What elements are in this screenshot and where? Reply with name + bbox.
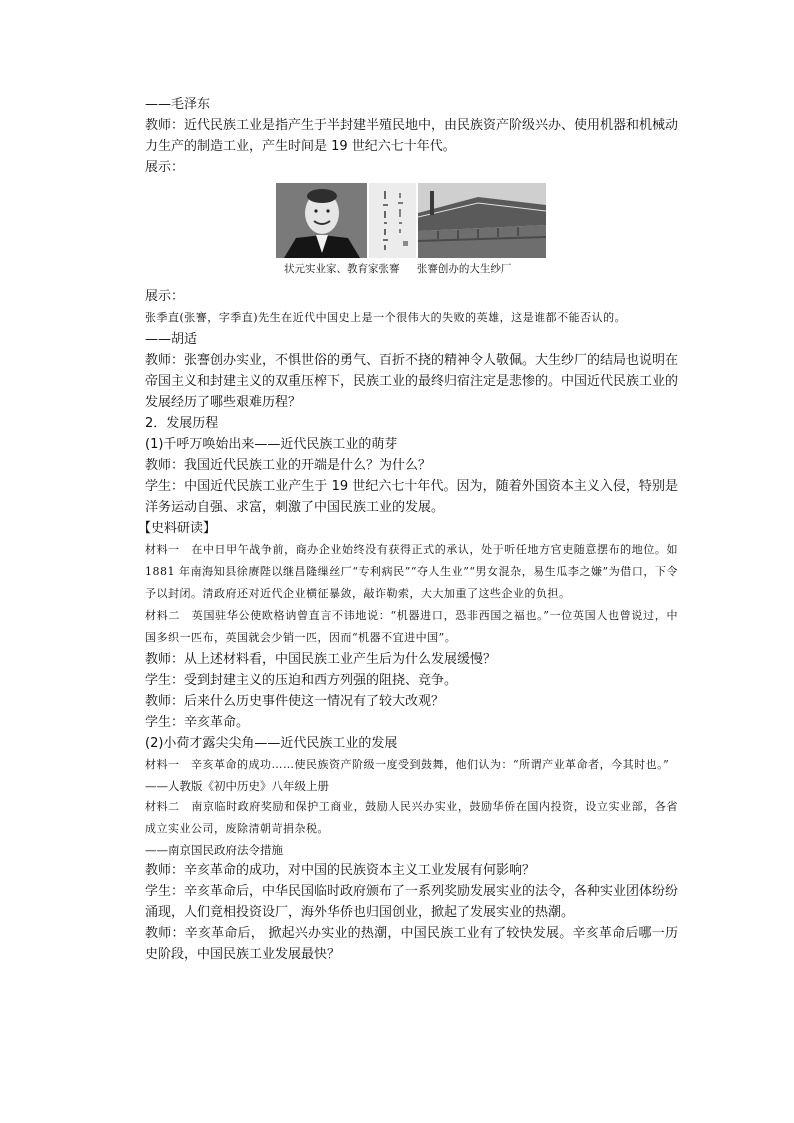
subheading-1: (1)千呼万唤始出来——近代民族工业的萌芽 <box>145 437 398 452</box>
photo-figure <box>276 183 546 277</box>
teacher-definition: 教师：近代民族工业是指产生于半封建半殖民地中，由民族资产阶级兴办、使用机器和机械动力生产的制造工业，产生时间是 19 世纪六七十年代。 <box>145 118 679 154</box>
teacher-question-1: 教师：我国近代民族工业的开端是什么？为什么？ <box>145 458 432 473</box>
material-2: 材料二 英国驻华公使欧格讷曾直言不讳地说：“机器进口，恐非西国之福也。”一位英国人也曾说过，中国多织一匹布，英国就会少销一匹，因而“机器不宜进中国”。 <box>145 609 678 644</box>
material-1: 材料一 在中日甲午战争前，商办企业始终没有获得正式的承认，处于听任地方官吏随意摆布的地位。如 1881 年南海知县徐赓陛以继昌隆缫丝厂“专利病民”“夺人生业”“男女混杂，易生瓜李之嫌”为借口，下令予以封闭。清政府还对近代企业横征暴敛，敲诈勒索，大大加重了这些企业的负担。 <box>145 543 678 600</box>
caption-right: 张謇创办的大生纱厂 <box>416 263 512 275</box>
student-answer-2: 学生：受到封建主义的压迫和西方列强的阻挠、竞争。 <box>145 673 458 688</box>
attribution-mao: ——毛泽东 <box>145 97 211 112</box>
teacher-zhangjian: 教师：张謇创办实业，不惧世俗的勇气、百折不挠的精神令人敬佩。大生纱厂的结局也说明在帝国主义和封建主义的双重压榨下，民族工业的最终归宿注定是悲惨的。中国近代民族工业的发展经历了哪些艰难历程？ <box>145 353 679 410</box>
dasheng-mill-photo <box>418 183 546 258</box>
teacher-question-3: 教师：后来什么历史事件使这一情况有了较大改观？ <box>145 694 445 709</box>
source-3: ——人教版《初中历史》八年级上册 <box>145 779 329 793</box>
show-label-1: 展示： <box>145 160 185 175</box>
student-answer-3: 学生：辛亥革命。 <box>145 715 250 730</box>
zhang-jian-portrait <box>276 183 367 258</box>
subheading-2: (2)小荷才露尖尖角——近代民族工业的发展 <box>145 736 398 751</box>
calligraphy-image <box>369 183 416 258</box>
teacher-question-4: 教师：辛亥革命的成功，对中国的民族资本主义工业发展有何影响？ <box>145 863 536 878</box>
teacher-question-2: 教师：从上述材料看，中国民族工业产生后为什么发展缓慢？ <box>145 652 497 667</box>
attribution-hushi: ——胡适 <box>145 332 198 347</box>
source-4: ——南京国民政府法令措施 <box>145 843 283 857</box>
photo-caption <box>276 261 546 277</box>
student-answer-4: 学生：辛亥革命后，中华民国临时政府颁布了一系列奖励发展实业的法令，各种实业团体纷纷涌现，人们竟相投资设厂，海外华侨也归国创业，掀起了发展实业的热潮。 <box>145 884 679 920</box>
material-3: 材料一 辛亥革命的成功……使民族资产阶级一度受到鼓舞，他们认为：“所谓产业革命者，今其时也。” <box>145 758 670 771</box>
student-answer-1: 学生：中国近代民族工业产生于 19 世纪六七十年代。因为，随着外国资本主义入侵，特别是洋务运动自强、求富，刺激了中国民族工业的发展。 <box>145 479 678 515</box>
quote-hushi: 张季直(张謇，字季直)先生在近代中国史上是一个很伟大的失败的英雄，这是谁都不能否认的。 <box>145 311 627 324</box>
study-heading: 【史料研读】 <box>138 521 217 536</box>
caption-left: 状元实业家、教育家张謇 <box>284 263 400 275</box>
photo-strip <box>276 183 546 258</box>
section-heading: 2．发展历程 <box>145 416 219 431</box>
document-page <box>118 94 678 965</box>
teacher-question-5: 教师：辛亥革命后， 掀起兴办实业的热潮，中国民族工业有了较快发展。辛亥革命后哪一历史阶段，中国民族工业发展最快？ <box>145 926 678 962</box>
show-label-2: 展示： <box>145 289 185 304</box>
material-4: 材料二 南京临时政府奖励和保护工商业，鼓励人民兴办实业，鼓励华侨在国内投资，设立实业部，各省成立实业公司，废除清朝苛捐杂税。 <box>145 800 678 835</box>
